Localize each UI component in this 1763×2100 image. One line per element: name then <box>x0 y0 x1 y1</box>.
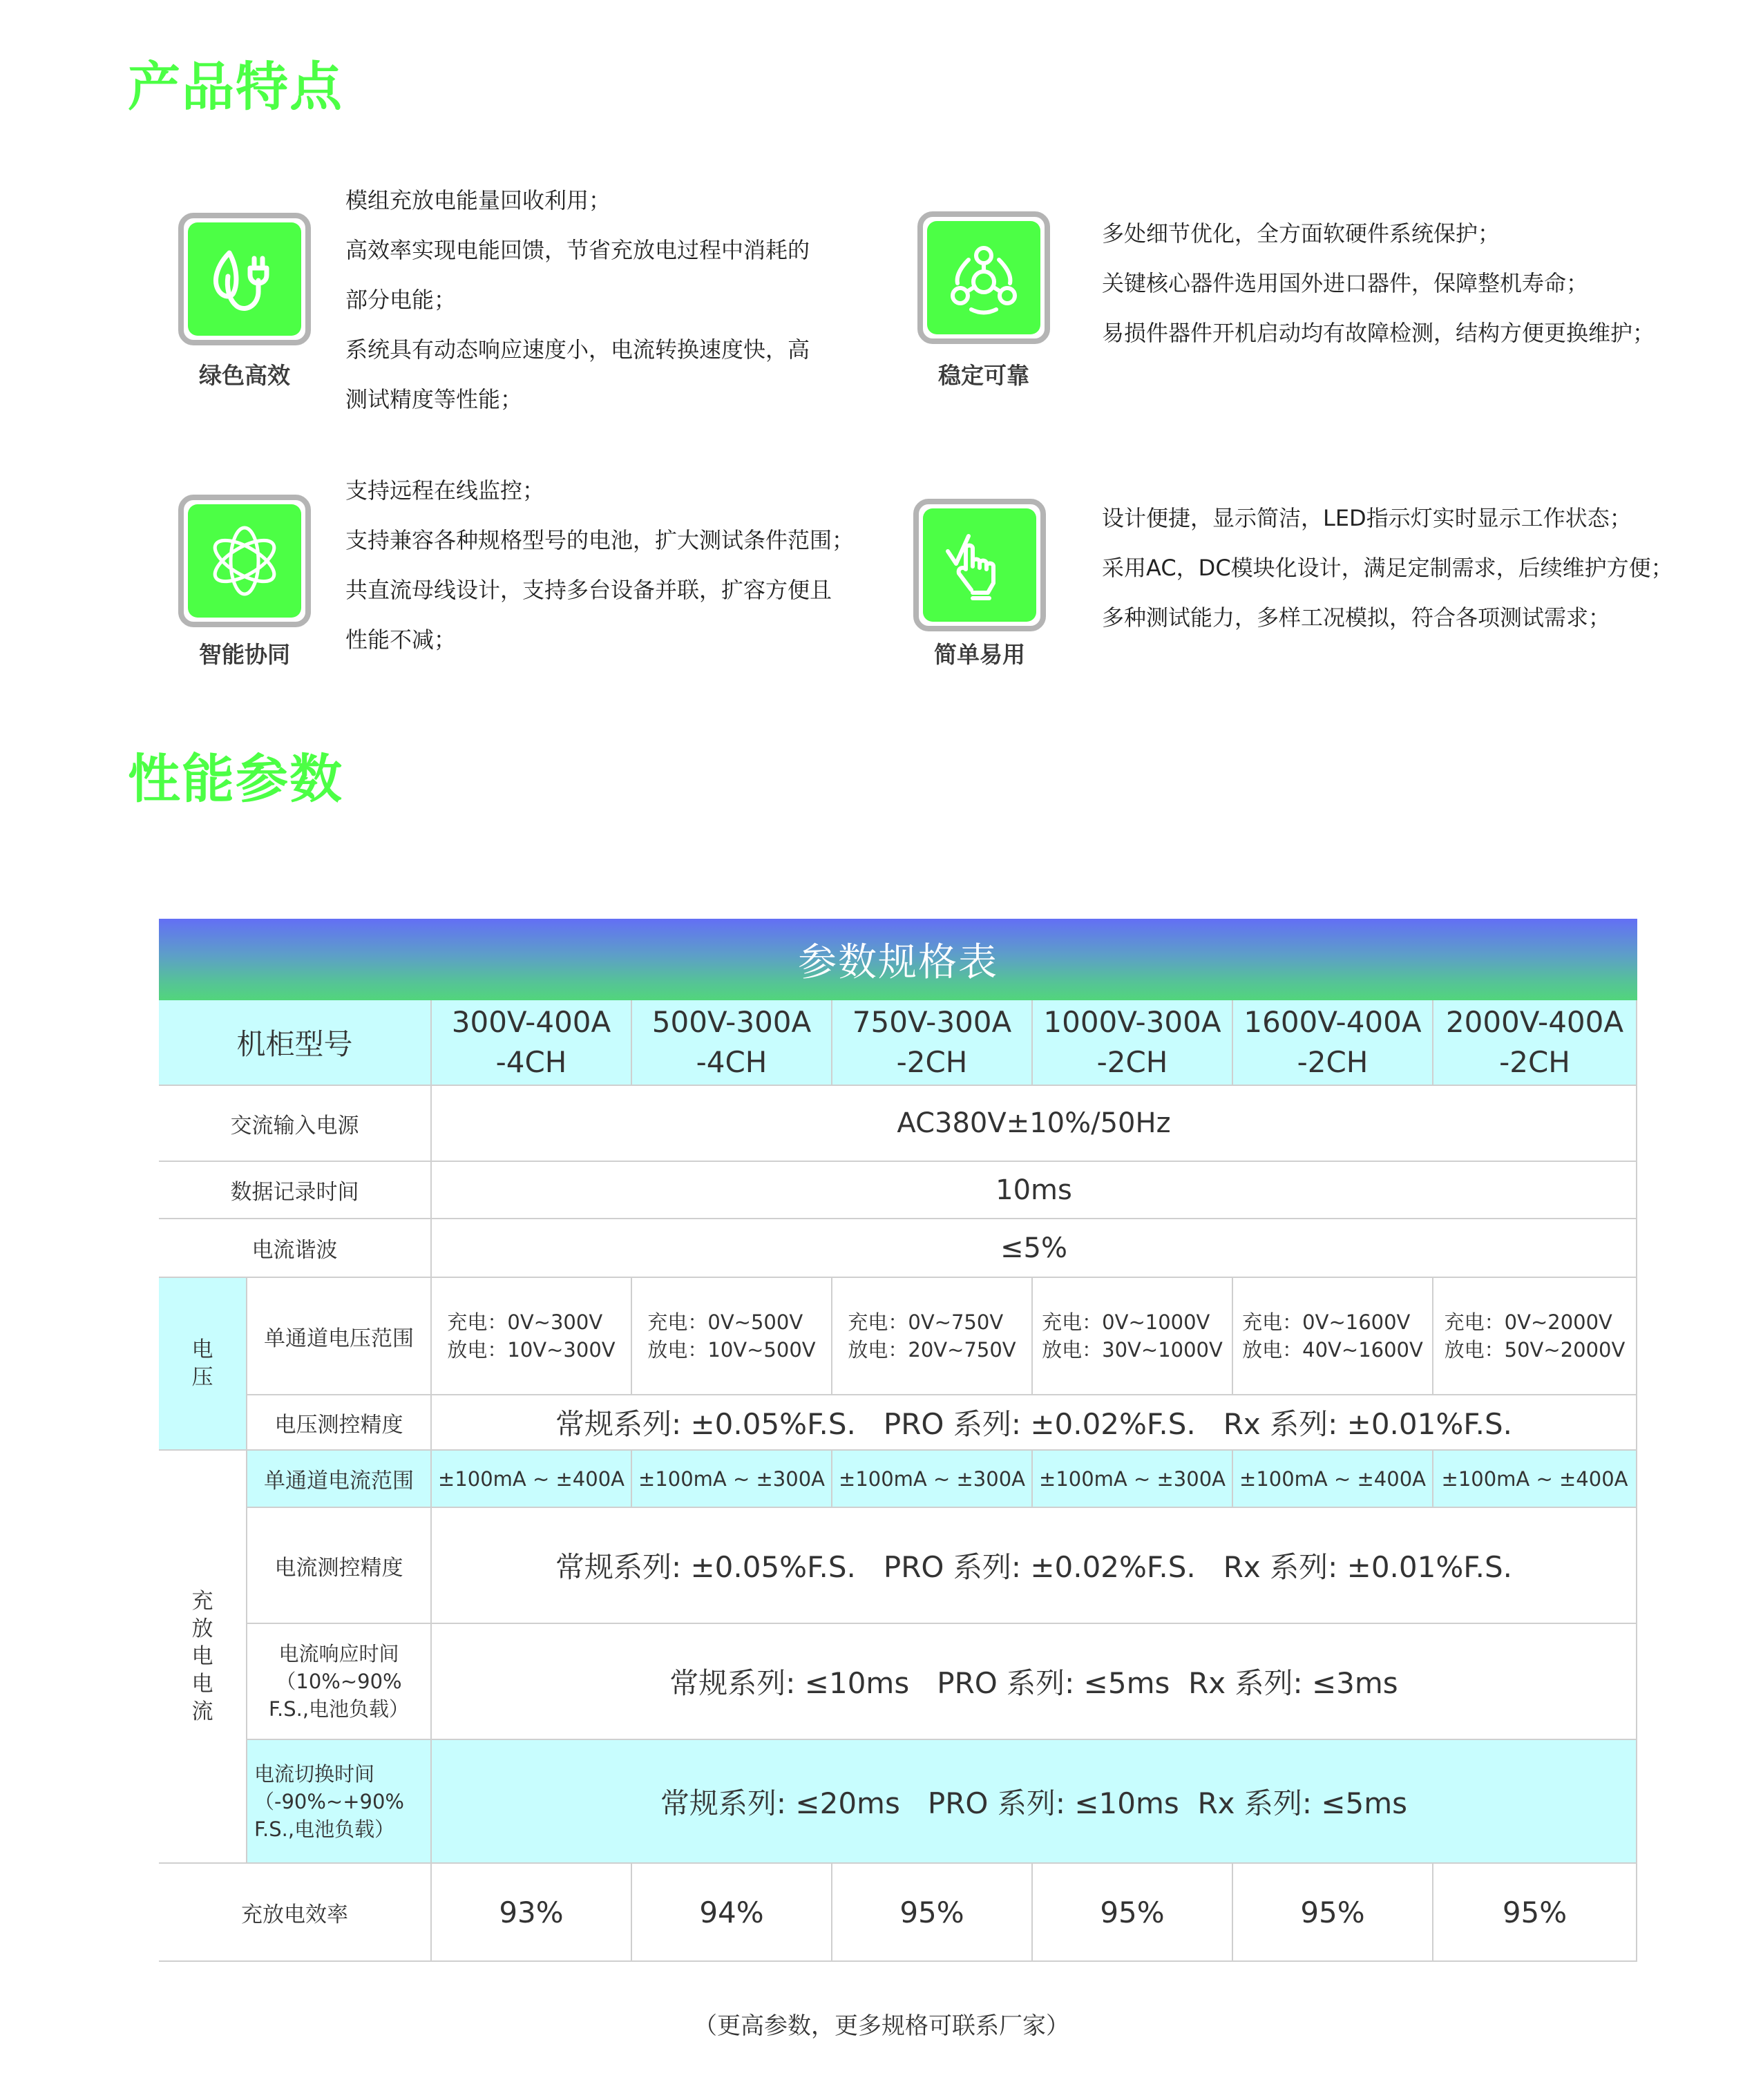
atom-icon <box>203 519 286 602</box>
feature-text-easy-use <box>1102 493 1673 642</box>
efficiency-cell: 95% <box>1433 1864 1637 1962</box>
efficiency-label: 充放电效率 <box>159 1864 432 1962</box>
feature-icon-stable-reliable <box>917 211 1050 344</box>
discharge-range: 放电：30V~1000V <box>1042 1338 1223 1362</box>
feature-line: 采用AC，DC模块化设计，满足定制需求，后续维护方便； <box>1102 555 1673 581</box>
feature-text-smart-collab <box>345 466 854 665</box>
feature-line: 性能不减； <box>345 627 457 653</box>
discharge-range: 放电：50V~2000V <box>1444 1338 1626 1362</box>
voltage-accuracy-label: 电压测控精度 <box>247 1395 432 1451</box>
charge-range: 充电：0V~300V <box>447 1310 603 1334</box>
data-record-label: 数据记录时间 <box>159 1162 432 1219</box>
efficiency-cell: 95% <box>1033 1864 1233 1962</box>
feature-line: 系统具有动态响应速度小，电流转换速度快，高 <box>345 336 810 363</box>
current-group-text: 充放电电流 <box>191 1589 213 1724</box>
label-line: （10%~90% <box>276 1670 402 1693</box>
table-grid <box>159 1000 1637 1962</box>
current-range-cell: ±100mA ~ ±400A <box>1233 1451 1433 1508</box>
current-range-cell: ±100mA ~ ±400A <box>1433 1451 1637 1508</box>
charge-range: 充电：0V~2000V <box>1444 1310 1612 1334</box>
label-line: （-90%~+90% <box>254 1789 404 1813</box>
voltage-range-label: 单通道电压范围 <box>247 1278 432 1395</box>
network-nodes-icon <box>942 236 1025 319</box>
current-range-cell: ±100mA ~ ±400A <box>432 1451 632 1508</box>
feature-line: 高效率实现电能回馈，节省充放电过程中消耗的 <box>345 237 810 263</box>
charge-range: 充电：0V~1600V <box>1242 1310 1411 1334</box>
feature-text-stable-reliable <box>1102 209 1655 358</box>
model-name: 300V-400A <box>451 1005 611 1039</box>
label-line: F.S.,电池负载） <box>254 1817 395 1841</box>
current-group-label <box>159 1451 247 1864</box>
feature-line: 共直流母线设计，支持多台设备并联，扩容方便且 <box>345 577 832 603</box>
data-record-value: 10ms <box>432 1162 1637 1219</box>
model-label-cell: 机柜型号 <box>159 1000 432 1086</box>
model-cell <box>832 1000 1033 1086</box>
table-caption: 参数规格表 <box>159 919 1637 1000</box>
current-range-label: 单通道电流范围 <box>247 1451 432 1508</box>
voltage-range-cell <box>432 1278 632 1395</box>
voltage-group-label <box>159 1278 247 1451</box>
model-cell <box>632 1000 832 1086</box>
feature-line: 支持兼容各种规格型号的电池，扩大测试条件范围； <box>345 527 855 553</box>
feature-line: 部分电能； <box>345 287 457 313</box>
feature-label-smart-collab: 智能协同 <box>199 641 290 668</box>
feature-label-stable-reliable: 稳定可靠 <box>938 362 1029 389</box>
efficiency-cell: 95% <box>832 1864 1033 1962</box>
model-name: 2000V-400A <box>1445 1005 1624 1039</box>
model-cell <box>1433 1000 1637 1086</box>
model-cell <box>1033 1000 1233 1086</box>
feature-label-easy-use: 简单易用 <box>934 641 1025 668</box>
model-channels: -2CH <box>1499 1045 1570 1079</box>
feature-line: 支持远程在线监控； <box>345 477 545 504</box>
model-channels: -2CH <box>896 1045 968 1079</box>
discharge-range: 放电：10V~300V <box>447 1338 616 1362</box>
current-accuracy-label: 电流测控精度 <box>247 1508 432 1624</box>
feature-text-green-efficient <box>345 175 810 424</box>
model-name: 500V-300A <box>651 1005 812 1039</box>
feature-line: 测试精度等性能； <box>345 386 523 412</box>
model-channels: -4CH <box>696 1045 768 1079</box>
discharge-range: 放电：10V~500V <box>647 1338 816 1362</box>
current-accuracy-value: 常规系列: ±0.05%F.S. PRO 系列: ±0.02%F.S. Rx 系列: ±0.01%F.S. <box>432 1508 1637 1624</box>
hand-check-icon <box>938 524 1021 607</box>
feature-line: 关键核心器件选用国外进口器件，保障整机寿命； <box>1102 270 1589 296</box>
model-cell <box>432 1000 632 1086</box>
current-switch-value: 常规系列: ≤20ms PRO 系列: ≤10ms Rx 系列: ≤5ms <box>432 1740 1637 1864</box>
feature-line: 模组充放电能量回收利用； <box>345 187 611 213</box>
label-line: 电流切换时间 <box>254 1762 375 1786</box>
feature-icon-easy-use <box>913 499 1046 631</box>
voltage-range-cell <box>832 1278 1033 1395</box>
charge-range: 充电：0V~750V <box>848 1310 1004 1334</box>
model-name: 750V-300A <box>852 1005 1012 1039</box>
voltage-range-cell <box>1033 1278 1233 1395</box>
current-response-label <box>247 1624 432 1740</box>
feature-line: 设计便捷，显示简洁，LED指示灯实时显示工作状态； <box>1102 505 1632 531</box>
discharge-range: 放电：20V~750V <box>848 1338 1016 1362</box>
footer-note: （更高参数，更多规格可联系厂家） <box>694 2012 1069 2040</box>
efficiency-cell: 93% <box>432 1864 632 1962</box>
spec-table <box>159 919 1637 1962</box>
model-channels: -2CH <box>1096 1045 1168 1079</box>
ac-input-value: AC380V±10%/50Hz <box>432 1086 1637 1162</box>
specs-section-title: 性能参数 <box>128 748 343 810</box>
model-name: 1600V-400A <box>1243 1005 1422 1039</box>
current-range-cell: ±100mA ~ ±300A <box>832 1451 1033 1508</box>
feature-line: 易损件器件开机启动均有故障检测，结构方便更换维护； <box>1102 320 1655 346</box>
feature-line: 多种测试能力，多样工况模拟，符合各项测试需求； <box>1102 604 1611 631</box>
voltage-group-text: 电压 <box>191 1337 213 1390</box>
charge-range: 充电：0V~500V <box>647 1310 803 1334</box>
voltage-range-cell <box>1233 1278 1433 1395</box>
discharge-range: 放电：40V~1600V <box>1242 1338 1423 1362</box>
current-switch-label <box>247 1740 432 1864</box>
leaf-plug-icon <box>203 238 286 321</box>
model-cell <box>1233 1000 1433 1086</box>
features-section-title: 产品特点 <box>128 56 343 117</box>
feature-icon-green-efficient <box>178 213 311 345</box>
current-response-value: 常规系列: ≤10ms PRO 系列: ≤5ms Rx 系列: ≤3ms <box>432 1624 1637 1740</box>
voltage-range-cell <box>632 1278 832 1395</box>
current-range-cell: ±100mA ~ ±300A <box>1033 1451 1233 1508</box>
label-line: 电流响应时间 <box>278 1642 399 1665</box>
harmonic-value: ≤5% <box>432 1219 1637 1278</box>
harmonic-label: 电流谐波 <box>159 1219 432 1278</box>
efficiency-cell: 95% <box>1233 1864 1433 1962</box>
feature-label-green-efficient: 绿色高效 <box>199 362 290 389</box>
label-line: F.S.,电池负载） <box>268 1697 410 1721</box>
current-range-cell: ±100mA ~ ±300A <box>632 1451 832 1508</box>
ac-input-label: 交流输入电源 <box>159 1086 432 1162</box>
model-channels: -4CH <box>495 1045 567 1079</box>
model-name: 1000V-300A <box>1043 1005 1221 1039</box>
feature-line: 多处细节优化，全方面软硬件系统保护； <box>1102 220 1500 247</box>
feature-icon-smart-collab <box>178 495 311 627</box>
voltage-range-cell <box>1433 1278 1637 1395</box>
charge-range: 充电：0V~1000V <box>1042 1310 1210 1334</box>
model-channels: -2CH <box>1297 1045 1369 1079</box>
voltage-accuracy-value: 常规系列: ±0.05%F.S. PRO 系列: ±0.02%F.S. Rx 系列: ±0.01%F.S. <box>432 1395 1637 1451</box>
efficiency-cell: 94% <box>632 1864 832 1962</box>
